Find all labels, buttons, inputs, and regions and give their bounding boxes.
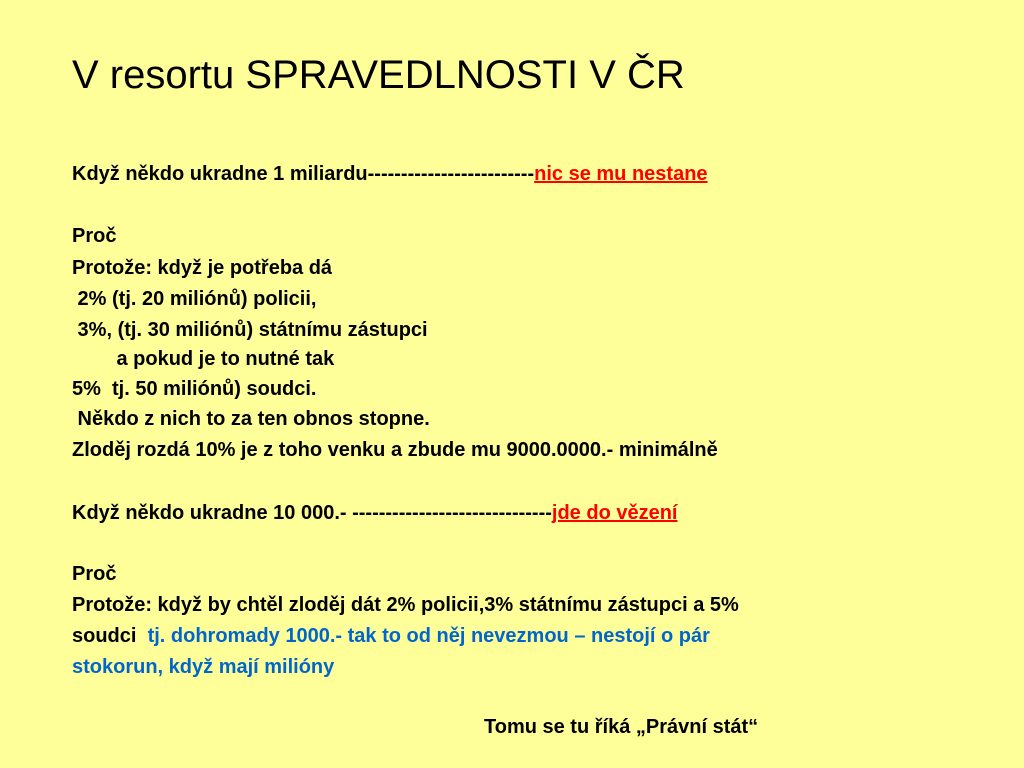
- slide-title: V resortu SPRAVEDLNOSTI V ČR: [72, 53, 685, 97]
- conclusion-text: Tomu se tu říká „Právní stát“: [484, 716, 759, 738]
- explanation2-line-3: stokorun, když mají milióny: [72, 656, 335, 678]
- explanation-line-5: 5% tj. 50 miliónů) soudci.: [72, 378, 317, 400]
- explanation-line-2: 2% (tj. 20 miliónů) policii,: [72, 288, 317, 310]
- theft-small-line: [72, 501, 678, 525]
- why-heading-2: Proč: [72, 563, 117, 585]
- why-heading-1: Proč: [72, 225, 117, 247]
- theft-small-consequence: jde do vězení: [551, 502, 678, 524]
- theft-billion-consequence: nic se mu nestane: [534, 163, 708, 185]
- theft-small-text: Když někdo ukradne 10 000.- ------------------------------: [72, 502, 552, 524]
- explanation2-line-2: [72, 624, 710, 648]
- explanation-line-1: Protože: když je potřeba dá: [72, 257, 333, 279]
- explanation2-prefix: soudci: [72, 625, 148, 647]
- explanation2-blue-text: tj. dohromady 1000.- tak to od něj nevezmou – nestojí o pár: [147, 625, 710, 647]
- theft-billion-line: [72, 162, 708, 186]
- explanation-line-3: 3%, (tj. 30 miliónů) státnímu zástupci: [72, 319, 428, 341]
- explanation-line-4: a pokud je to nutné tak: [72, 348, 335, 370]
- explanation-line-6: Někdo z nich to za ten obnos stopne.: [72, 408, 430, 430]
- theft-billion-text: Když někdo ukradne 1 miliardu-------------------------: [72, 163, 535, 185]
- explanation-line-7: Zloděj rozdá 10% je z toho venku a zbude mu 9000.0000.- minimálně: [72, 439, 718, 461]
- explanation2-line-1: Protože: když by chtěl zloděj dát 2% policii,3% státnímu zástupci a 5%: [72, 594, 739, 616]
